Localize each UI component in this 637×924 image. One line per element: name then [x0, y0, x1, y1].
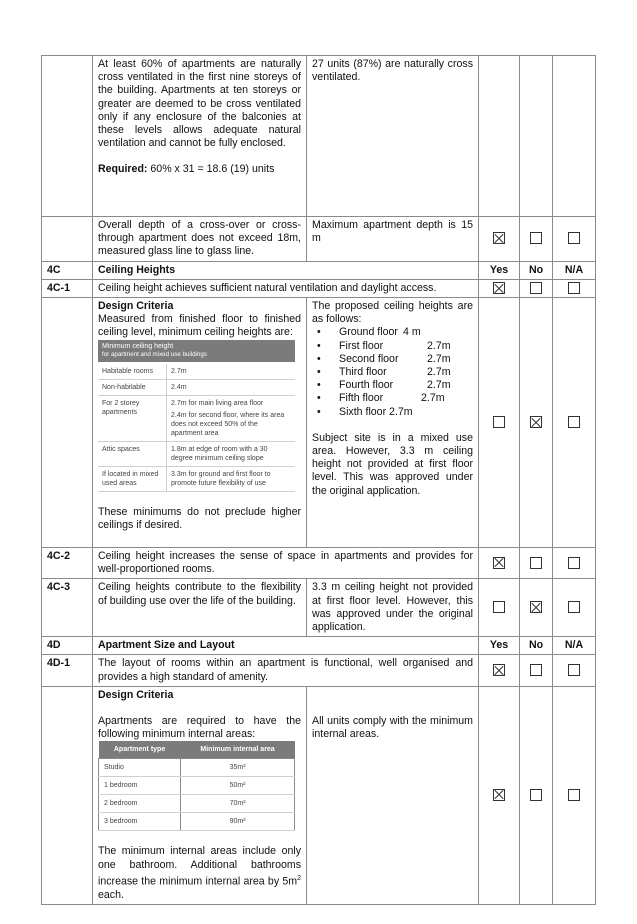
objective-text: Ceiling height increases the sense of space in apartments and provides for well-proportioned rooms.	[93, 548, 479, 579]
list-item: • Second floor 2.7m	[317, 353, 473, 366]
criteria-text: At least 60% of apartments are naturally cross ventilated in the first nine storeys of the building. Apartments at ten storeys or greater are deemed to be cross ventilated only if any enclosure of the balconies at these levels allows adequate natural ventilation and cannot be fully enclosed.	[98, 58, 301, 150]
na-checkbox[interactable]	[568, 789, 580, 801]
response-cell: 27 units (87%) are naturally cross ventilated.	[307, 56, 479, 217]
yes-checkbox[interactable]	[493, 416, 505, 428]
ceiling-table-subtitle: for apartment and mixed use buildings	[102, 350, 207, 358]
row-code: 4C-1	[42, 279, 93, 297]
table-row: 3 bedroom 90m²	[99, 813, 295, 831]
required-text	[98, 163, 301, 176]
no-checkbox[interactable]	[530, 601, 542, 613]
design-criteria-heading: Design Criteria	[98, 688, 174, 701]
list-item: • Sixth floor 2.7m	[317, 406, 473, 419]
yes-checkbox[interactable]	[493, 282, 505, 294]
na-checkbox[interactable]	[568, 416, 580, 428]
table-row: Attic spaces 1.8m at edge of room with a 30 degree minimum ceiling slope	[98, 441, 295, 466]
objective-text: The layout of rooms within an apartment is functional, well organised and provides a high standard of amenity.	[93, 655, 479, 686]
table-row	[42, 217, 596, 262]
design-criteria-heading: Design Criteria	[98, 300, 174, 313]
section-title: Ceiling Heights	[93, 261, 479, 279]
table-row	[42, 548, 596, 579]
objective-text: Ceiling height achieves sufficient natural ventilation and daylight access.	[93, 279, 479, 297]
criteria-cell: Overall depth of a cross-over or cross-through apartment does not exceed 18m, measured glass line to glass line.	[93, 217, 307, 262]
column-header: Apartment type	[99, 741, 181, 759]
section-code: 4C	[42, 261, 93, 279]
no-checkbox[interactable]	[530, 416, 542, 428]
no-checkbox[interactable]	[530, 557, 542, 569]
table-row	[42, 56, 596, 217]
yes-checkbox[interactable]	[493, 664, 505, 676]
response-note: Subject site is in a mixed use area. However, 3.3 m ceiling height not provided at first floor level. This was approved under the original application.	[312, 431, 473, 497]
response-text: All units comply with the minimum internal areas.	[312, 714, 473, 741]
table-row: For 2 storey apartments 2.7m for main living area floor 2.4m for second floor, where its area does not exceed 50% of the apartment area	[98, 395, 295, 441]
table-row: Non-habitable 2.4m	[98, 379, 295, 395]
table-row	[42, 579, 596, 637]
list-item: • Fifth floor 2.7m	[317, 392, 473, 405]
list-item: • First floor 2.7m	[317, 340, 473, 353]
table-row: Studio 35m²	[99, 759, 295, 777]
table-row	[42, 298, 596, 548]
internal-area-table	[98, 741, 295, 831]
yes-checkbox[interactable]	[493, 557, 505, 569]
section-code: 4D	[42, 637, 93, 655]
criteria-cell	[93, 56, 307, 217]
na-header: N/A	[553, 637, 596, 655]
na-checkbox[interactable]	[568, 664, 580, 676]
table-row	[42, 279, 596, 297]
code-cell	[42, 56, 93, 217]
na-checkbox[interactable]	[568, 601, 580, 613]
yes-header: Yes	[479, 261, 520, 279]
table-row	[42, 686, 596, 904]
row-code: 4C-3	[42, 579, 93, 637]
section-header-row	[42, 261, 596, 279]
row-code: 4D-1	[42, 655, 93, 686]
table-row: If located in mixed used areas 3.3m for ground and first floor to promote future flexibility of use	[98, 466, 295, 491]
response-intro: The proposed ceiling heights are as follows:	[312, 300, 473, 326]
response-cell	[307, 686, 479, 904]
criteria-cell: Ceiling heights contribute to the flexibility of building use over the life of the building.	[93, 579, 307, 637]
criteria-cell	[93, 686, 307, 904]
response-cell: 3.3 m ceiling height not provided at first floor level. However, this was approved under the original application.	[307, 579, 479, 637]
no-checkbox[interactable]	[530, 232, 542, 244]
no-checkbox[interactable]	[530, 664, 542, 676]
yes-checkbox[interactable]	[493, 789, 505, 801]
response-cell	[307, 298, 479, 548]
table-row: 1 bedroom 50m²	[99, 777, 295, 795]
no-header: No	[520, 637, 553, 655]
criteria-footer: The minimum internal areas include only one bathroom. Additional bathrooms increase the minimum internal area by $5m^2$ each.	[98, 845, 301, 901]
response-cell: Maximum apartment depth is 15 m	[307, 217, 479, 262]
table-header-row	[99, 741, 295, 759]
criteria-footer: These minimums do not preclude higher ceilings if desired.	[98, 505, 301, 531]
compliance-table	[41, 55, 596, 905]
na-checkbox[interactable]	[568, 232, 580, 244]
no-checkbox[interactable]	[530, 789, 542, 801]
required-value: 60% x 31 = 18.6 (19) units	[150, 163, 275, 176]
required-label: Required:	[98, 163, 148, 176]
no-checkbox[interactable]	[530, 282, 542, 294]
na-checkbox[interactable]	[568, 282, 580, 294]
table-row: 2 bedroom 70m²	[99, 795, 295, 813]
section-title: Apartment Size and Layout	[93, 637, 479, 655]
row-code: 4C-2	[42, 548, 93, 579]
yes-checkbox[interactable]	[493, 601, 505, 613]
criteria-cell	[93, 298, 307, 548]
ceiling-table-title: Minimum ceiling height	[102, 342, 174, 350]
ceiling-table-header	[98, 340, 295, 362]
na-checkbox[interactable]	[568, 557, 580, 569]
ceiling-height-table	[98, 364, 295, 492]
yes-checkbox[interactable]	[493, 232, 505, 244]
list-item: • Fourth floor 2.7m	[317, 379, 473, 392]
criteria-intro: Apartments are required to have the following minimum internal areas:	[98, 715, 301, 741]
list-item: • Ground floor 4 m	[317, 326, 473, 339]
section-header-row	[42, 637, 596, 655]
no-header: No	[520, 261, 553, 279]
criteria-intro: Measured from finished floor to finished ceiling level, minimum ceiling heights are:	[98, 313, 301, 339]
table-row: Habitable rooms 2.7m	[98, 364, 295, 380]
column-header: Minimum internal area	[181, 741, 295, 759]
na-header: N/A	[553, 261, 596, 279]
table-row	[42, 655, 596, 686]
floor-list	[312, 326, 473, 418]
yes-header: Yes	[479, 637, 520, 655]
list-item: • Third floor 2.7m	[317, 366, 473, 379]
